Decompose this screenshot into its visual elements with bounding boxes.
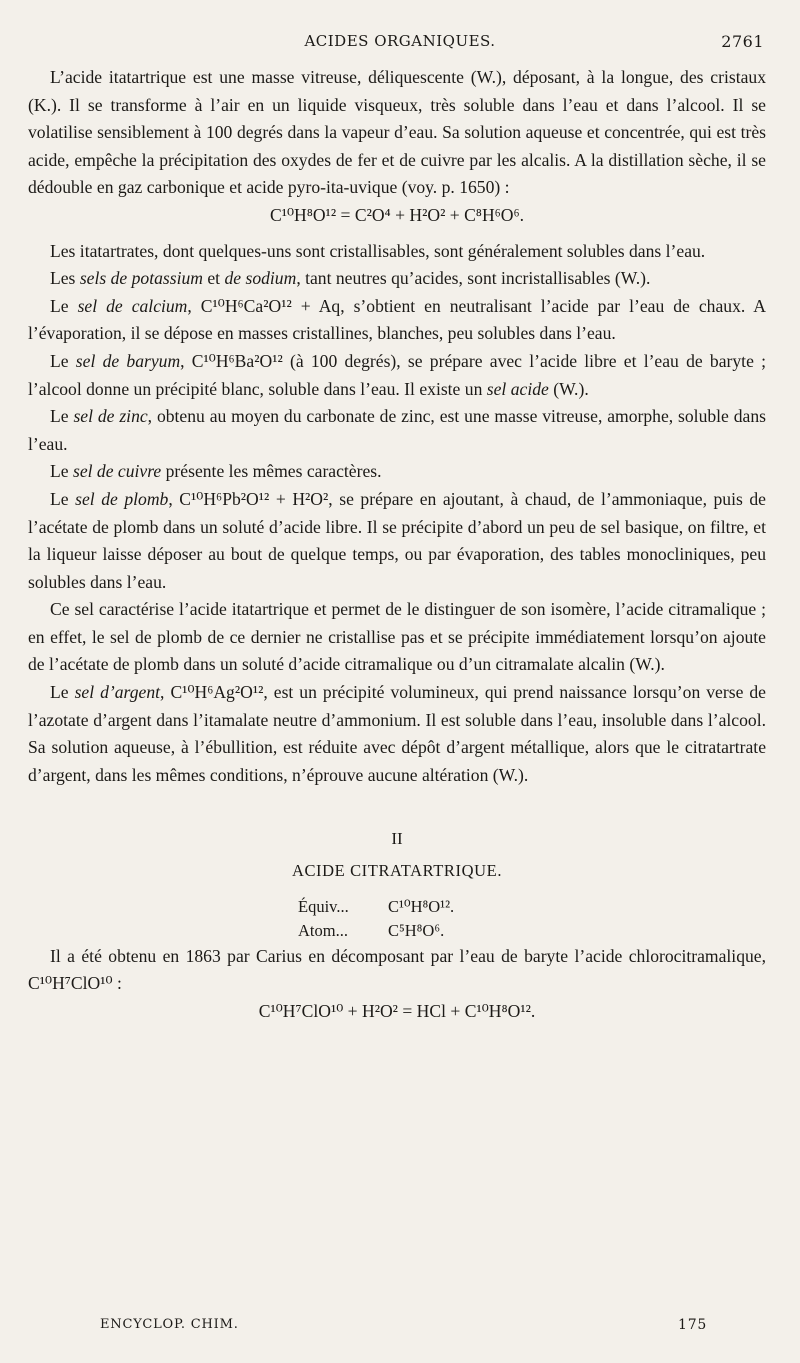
paragraph-carius: Il a été obtenu en 1863 par Carius en décomposant par l’eau de baryte l’acide chlorocitramalique, C¹⁰H⁷ClO¹⁰ :: [28, 945, 766, 994]
paragraph-zinc: Le sel de zinc, obtenu au moyen du carbonate de zinc, est une masse vitreuse, amorphe, soluble dans l’eau.: [28, 406, 766, 454]
equiv-value: C¹⁰H⁸O¹².: [388, 896, 455, 916]
paragraph-plomb: Le sel de plomb, C¹⁰H⁶Pb²O¹² + H²O², se prépare en ajoutant, à chaud, de l’ammoniaque, puis de l’acétate de plomb dans un soluté d’acide libre. Il se précipite d’abord un peu de sel basique, on filtre, et la liqueur laisse déposer au bout de quelque temps, ou par évaporation, des tables monocliniques, peu solubles dans l’eau.: [28, 488, 766, 592]
term-baryum: sel de baryum: [75, 350, 181, 371]
term-sel-acide: sel acide: [486, 378, 549, 399]
equation-citratartric: C¹⁰H⁷ClO¹⁰ + H²O² = HCl + C¹⁰H⁸O¹².: [258, 1000, 536, 1021]
atom-label: Atom...: [298, 920, 348, 940]
term-calcium: sel de calcium: [77, 295, 188, 316]
paragraph-cuivre: Le sel de cuivre présente les mêmes caractères.: [50, 461, 382, 482]
term-cuivre: sel de cuivre: [72, 461, 162, 482]
page-footer: [0, 1317, 800, 1341]
paragraph-isomere: Ce sel caractérise l’acide itatartrique et permet de le distinguer de son isomère, l’acide citramalique ; en effet, le sel de plomb de ce dernier ne cristallise pas et se précipite immédiatement lorsqu’on ajoute de l’acétate de plomb dans un soluté d’acide citramalique ou d’un citramalate alcalin (W.).: [28, 599, 766, 675]
section-number: II: [391, 829, 403, 849]
term-potassium: sels de potassium: [79, 268, 203, 289]
term-zinc: sel de zinc: [73, 406, 148, 427]
term-plomb: sel de plomb: [75, 488, 169, 509]
running-header: [0, 30, 800, 56]
atom-value: C⁵H⁸O⁶.: [388, 920, 445, 940]
paragraph-calcium: Le sel de calcium, C¹⁰H⁶Ca²O¹² + Aq, s’obtient en neutralisant l’acide par l’eau de chaux. A l’évaporation, il se dépose en masses cristallines, blanches, peu solubles dans l’eau.: [28, 295, 766, 344]
page-body: [28, 64, 766, 1025]
term-sodium: de sodium: [224, 268, 297, 289]
term-argent: sel d’argent: [74, 682, 161, 703]
formula-equivalents: [298, 895, 766, 943]
paragraph-argent: Le sel d’argent, C¹⁰H⁶Ag²O¹², est un précipité volumineux, qui prend naissance lorsqu’on verse de l’azotate d’argent dans l’itamalate neutre d’ammonium. Il est soluble dans l’eau, insoluble dans l’alcool. Sa solution aqueuse, à l’ébullition, est réduite avec dépôt d’argent métallique, alors que le citratartrate d’argent, dans les mêmes conditions, n’éprouve aucune altération (W.).: [28, 682, 766, 785]
paragraph-itatartrates: Les itatartrates, dont quelques-uns sont cristallisables, sont généralement solubles dans l’eau.: [50, 240, 706, 261]
section-title: ACIDE CITRATARTRIQUE.: [291, 861, 503, 881]
page-number: 2761: [721, 32, 764, 51]
paragraph-itatartric-properties: L’acide itatartrique est une masse vitreuse, déliquescente (W.), déposant, à la longue, des cristaux (K.). Il se transforme à l’air en un liquide visqueux, très soluble dans l’eau et dans l’alcool. Il se volatilise sensiblement à 100 degrés dans la vapeur d’eau. Sa solution aqueuse et concentrée, qui est très acide, empêche la précipitation des oxydes de fer et de cuivre par les alcalis. A la distillation sèche, il se dédouble en gaz carbonique et acide pyro-ita-uvique (voy. p. 1650) :: [28, 67, 766, 198]
footer-source: ENCYCLOP. CHIM.: [100, 1317, 239, 1332]
header-title: ACIDES ORGANIQUES.: [304, 32, 496, 50]
equiv-label: Équiv...: [298, 896, 349, 916]
paragraph-baryum: Le sel de baryum, C¹⁰H⁶Ba²O¹² (à 100 degrés), se prépare avec l’acide libre et l’eau de baryte ; l’alcool donne un précipité blanc, soluble dans l’eau. Il existe un sel acide (W.).: [28, 350, 766, 399]
footer-signature: 175: [678, 1317, 708, 1333]
paragraph-potassium-sodium: Les sels de potassium et de sodium, tant neutres qu’acides, sont incristallisables (W.).: [50, 268, 651, 289]
equation-distillation: C¹⁰H⁸O¹² = C²O⁴ + H²O² + C⁸H⁶O⁶.: [269, 204, 525, 225]
